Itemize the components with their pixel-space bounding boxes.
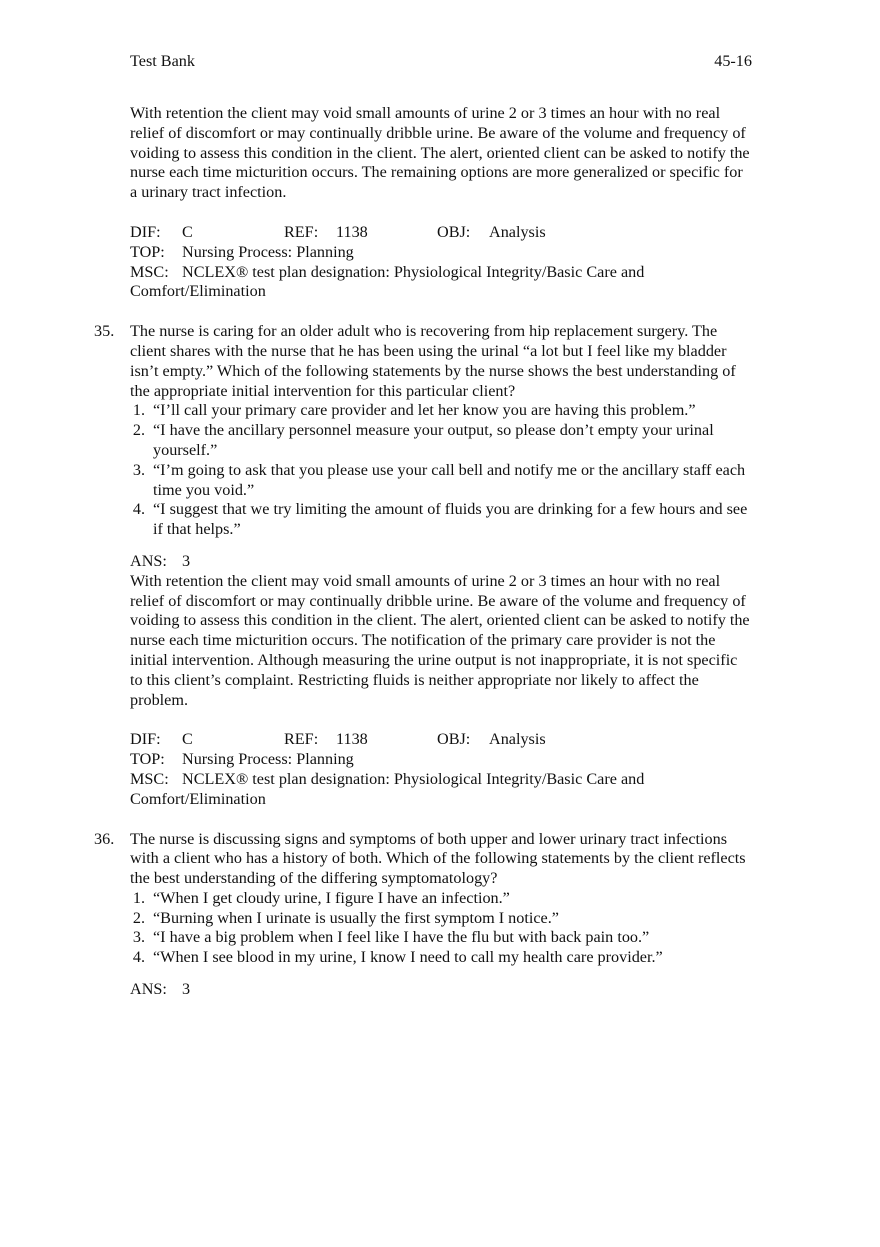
- header-title: Test Bank: [130, 52, 195, 70]
- meta-dif-ref-obj: [130, 223, 752, 243]
- question-metadata: [130, 223, 752, 302]
- option-text: “I suggest that we try limiting the amount of fluids you are drinking for a few hours and see if that helps.”: [153, 500, 748, 539]
- msc-label: MSC:: [130, 262, 169, 281]
- rationale-text: With retention the client may void small amounts of urine 2 or 3 times an hour with no real relief of discomfort or may continually dribble urine. Be aware of the volume and frequency of voiding to assess this condition in the client. The alert, oriented client can be asked to notify the nurse each time micturition occurs. The remaining options are more generalized or specific for a urinary tract infection.: [130, 104, 750, 202]
- ans-value: 3: [182, 980, 191, 999]
- top-value: Nursing Process: Planning: [182, 750, 354, 769]
- meta-dif-ref-obj: [130, 730, 752, 750]
- msc-value: NCLEX® test plan designation: Physiological Integrity/Basic Care and: [182, 769, 645, 788]
- obj-value: Analysis: [489, 222, 546, 241]
- answer-option: [130, 948, 752, 968]
- obj-label: OBJ:: [437, 222, 471, 241]
- answer-option: [130, 421, 752, 461]
- option-number: 4.: [132, 500, 145, 519]
- option-number: 3.: [132, 460, 145, 479]
- question-metadata: [130, 730, 752, 809]
- rationale-text: With retention the client may void small amounts of urine 2 or 3 times an hour with no real relief of discomfort or may continually dribble urine. Be aware of the volume and frequency of voiding to assess this condition in the client. The alert, oriented client can be asked to notify the nurse each time micturition occurs. The notification of the primary care provider is not the initial intervention. Although measuring the urine output is not inappropriate, it is not specific to this client’s complaint. Restricting fluids is neither appropriate nor likely to affect the problem.: [130, 571, 750, 709]
- option-text: “I have a big problem when I feel like I have the flu but with back pain too.”: [153, 928, 650, 947]
- ref-value: 1138: [336, 222, 368, 241]
- option-text: “I have the ancillary personnel measure your output, so please don’t empty your urinal yourself.”: [153, 421, 714, 459]
- answer-option: [130, 909, 752, 929]
- meta-top: [130, 243, 752, 263]
- ans-value: 3: [182, 551, 191, 570]
- obj-value: Analysis: [489, 730, 546, 749]
- option-text: “I’ll call your primary care provider and let her know you are having this problem.”: [153, 401, 696, 420]
- dif-label: DIF:: [130, 222, 161, 241]
- answer-option: [130, 889, 752, 909]
- meta-msc: [130, 770, 752, 790]
- msc-label: MSC:: [130, 769, 169, 788]
- question-stem: The nurse is caring for an older adult who is recovering from hip replacement surgery. The client shares with the nurse that he has been using the urinal “a lot but I feel like my bladder isn’t empty.” Which of the following statements by the nurse shows the best understanding of the appropriate initial intervention for this particular client?: [130, 322, 736, 400]
- option-number: 2.: [132, 421, 145, 440]
- top-label: TOP:: [130, 242, 165, 261]
- ref-value: 1138: [336, 730, 368, 749]
- option-number: 4.: [132, 948, 145, 967]
- answer-options: [130, 401, 752, 540]
- option-number: 3.: [132, 928, 145, 947]
- answer-option: [130, 401, 752, 421]
- obj-label: OBJ:: [437, 730, 471, 749]
- dif-label: DIF:: [130, 730, 161, 749]
- question-number: 36.: [94, 829, 115, 848]
- option-number: 2.: [132, 908, 145, 927]
- dif-value: C: [182, 222, 193, 241]
- answer-option: [130, 461, 752, 501]
- page-content: [94, 104, 752, 1000]
- answer-options: [130, 889, 752, 968]
- page-number: 45-16: [714, 52, 752, 70]
- top-value: Nursing Process: Planning: [182, 242, 354, 261]
- msc-continuation: Comfort/Elimination: [130, 282, 266, 301]
- msc-continuation: Comfort/Elimination: [130, 789, 266, 808]
- question-35: [94, 322, 752, 809]
- page-header: [130, 52, 752, 72]
- option-text: “When I get cloudy urine, I figure I have an infection.”: [153, 888, 510, 907]
- dif-value: C: [182, 730, 193, 749]
- option-number: 1.: [132, 401, 145, 420]
- ans-label: ANS:: [130, 551, 167, 570]
- option-number: 1.: [132, 888, 145, 907]
- question-number: 35.: [94, 322, 115, 341]
- answer-line: [130, 552, 752, 572]
- option-text: “When I see blood in my urine, I know I need to call my health care provider.”: [153, 948, 663, 967]
- option-text: “I’m going to ask that you please use your call bell and notify me or the ancillary staff each time you void.”: [153, 460, 746, 499]
- top-label: TOP:: [130, 750, 165, 769]
- question-stem: The nurse is discussing signs and symptoms of both upper and lower urinary tract infections with a client who has a history of both. Which of the following statements by the client reflects the best understanding of the differing symptomatology?: [130, 829, 746, 888]
- option-text: “Burning when I urinate is usually the first symptom I notice.”: [153, 908, 559, 927]
- msc-value: NCLEX® test plan designation: Physiological Integrity/Basic Care and: [182, 262, 645, 281]
- answer-option: [130, 500, 752, 540]
- ans-label: ANS:: [130, 980, 167, 999]
- ref-label: REF:: [284, 222, 319, 241]
- question-36: [94, 829, 752, 1000]
- ref-label: REF:: [284, 730, 319, 749]
- meta-msc: [130, 263, 752, 283]
- answer-line: [130, 980, 752, 1000]
- answer-option: [130, 928, 752, 948]
- meta-top: [130, 750, 752, 770]
